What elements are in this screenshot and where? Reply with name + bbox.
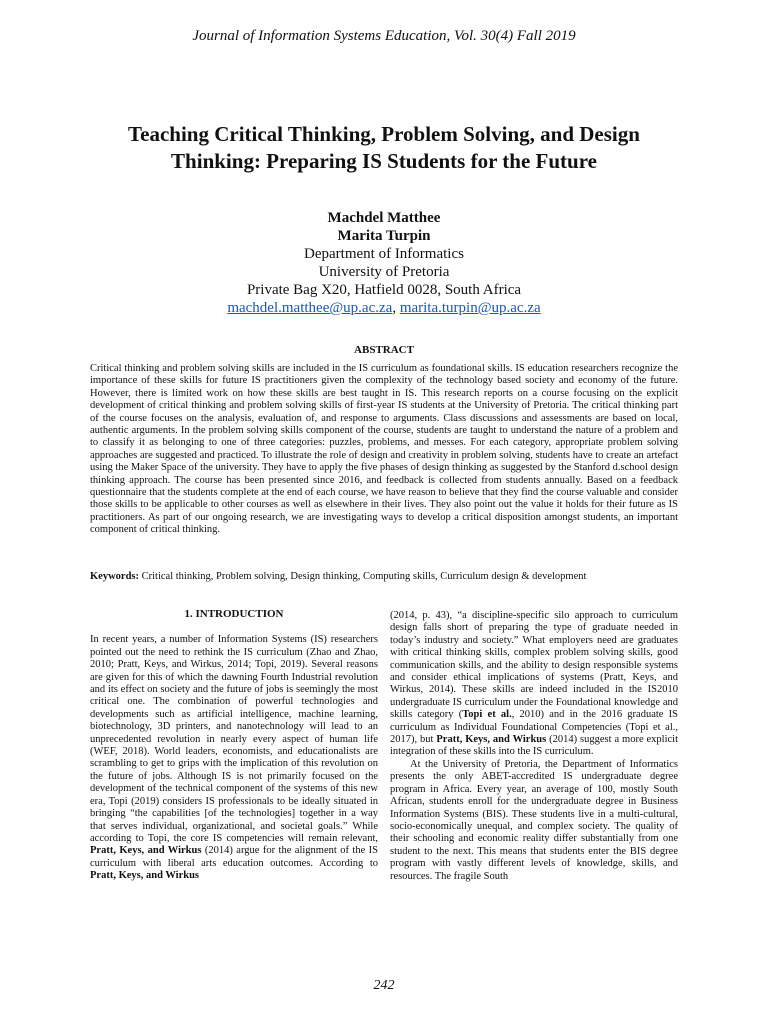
email-link[interactable]: machdel.matthee@up.ac.za [227, 300, 393, 316]
citation-bold: Pratt, Keys, and Wirkus [90, 845, 202, 857]
text-run: , 2010) and in the 2016 graduate IS curriculum as Individual Foundational Competencies (Topi et al., 2017), but [390, 709, 678, 746]
section-heading: 1. INTRODUCTION [184, 608, 284, 620]
author-department: Department of Informatics [304, 246, 464, 262]
text-run: (2014) argue for the alignment of the IS curriculum with liberal arts education outcomes. According to [90, 845, 379, 869]
journal-header: Journal of Information Systems Education, Vol. 30(4) Fall 2019 [192, 28, 576, 44]
author-emails [0, 299, 768, 317]
paragraph [90, 634, 378, 882]
author-name: Marita Turpin [337, 228, 431, 244]
paper-title-line-1: Teaching Critical Thinking, Problem Solving, and Design [128, 122, 640, 146]
column-left [90, 608, 378, 883]
email-link[interactable]: marita.turpin@up.ac.za [399, 300, 541, 316]
paragraph: At the University of Pretoria, the Department of Informatics presents the only ABET-accredited IS undergraduate degree program in Africa. Every year, an average of 100, mostly South African, students enroll for the undergraduate degree in Business Information Systems (BIS). These students live in a multi-cultural, socio-economically unequal, and complex society. The quality of their schooling and economic reality differ substantially from one student to the next. This means that students enter the BIS degree program with vastly different levels of knowledge, skills, and resources. The fragile South [390, 758, 678, 882]
abstract-heading: ABSTRACT [354, 344, 414, 356]
keywords-text: Critical thinking, Problem solving, Design thinking, Computing skills, Curriculum design & development [139, 571, 587, 582]
column-right [390, 610, 678, 883]
citation-bold: Pratt, Keys, and Wirkus [436, 734, 547, 746]
text-run: In recent years, a number of Information Systems (IS) researchers pointed out the need to rethink the IS curriculum (Zhao and Zhao, 2010; Pratt, Keys, and Wirkus, 2014; Topi, 2019). Several reasons are given for this of which the dawning Fourth Industrial revolution and its effect on society and the future of jobs is seemingly the most critical one. The combination of powerful technologies and developments such as artificial intelligence, machine learning, biotechnology, 3D printers, and nanotechnology will lead to an unprecedented revolution in nearly every aspect of human life (WEF, 2018). World leaders, economists, and educationalists are scrambling to get to grips with the implication of this revolution on the future of jobs. Although IS is not primarily focused on the development of the technical component of the systems of this new era, Topi (2019) considers IS professionals to be ideally situated in bringing “the capabilities [of the technologies] together in a way that serves individual, organizational, and societal goals.” While according to Topi, the core IS competencies will remain relevant, [90, 634, 378, 844]
keywords [90, 570, 678, 583]
citation-bold: Pratt, Keys, and Wirkus [90, 870, 199, 882]
abstract-text: Critical thinking and problem solving skills are included in the IS curriculum as foundational skills. IS education researchers recognize the importance of these skills for future IS practitioners given the complexity of the technology based society and economy of the future. However, there is limited work on how these skills are best taught in IS. This research reports on a course focusing on the explicit development of critical thinking and problem solving skills of first-year IS students at the University of Pretoria. The critical thinking part of the course focuses on the analysis, evaluation of, and response to arguments. Class discussions and assessments are based on local, authentic arguments. In the problem solving skills component of the course, students are taught to understand the nature of a problem and to classify it as belonging to one of three categories: puzzles, problems, and messes. For each category, appropriate problem solving approaches are suggested and practiced. To illustrate the role of design and creativity in problem solving, students have to create an artefact using the Maker Space of the university. They have to apply the five phases of design thinking as suggested by the Stanford d.school design thinking approach. The course has been presented since 2016, and feedback is collected from students annually. Based on a feedback questionnaire that the students complete at the end of each course, we have reason to believe that they find the course valuable and consider those skills to be applicable to other courses as well as elsewhere in their lives. They also point out the value it holds for their future as IS practitioners. As part of our ongoing research, we are investigating ways to develop a critical disposition amongst students, an important component of critical thinking. [90, 363, 678, 536]
email-separator: , [392, 300, 400, 316]
text-run: (2014, p. 43), “a discipline-specific silo approach to curriculum design falls short of preparing the type of graduate needed in today’s industry and society.” What employers need are graduates with critical thinking skills, complex problem solving skills, good communication skills, and the ability to design responsible systems and consider ethical implications of systems (Pratt, Keys, and Wirkus, 2014). These skills are indeed included in the IS2010 undergraduate IS curriculum under the Foundational knowledge and skills category ( [390, 610, 678, 721]
paragraph [390, 610, 678, 759]
author-address: Private Bag X20, Hatfield 0028, South Africa [246, 282, 522, 298]
paper-title-line-2: Thinking: Preparing IS Students for the Future [171, 149, 597, 173]
page-number: 242 [373, 978, 395, 993]
citation-bold: Topi et al. [462, 709, 512, 721]
author-university: University of Pretoria [318, 264, 450, 280]
paper-title [60, 121, 708, 175]
keywords-label: Keywords: [90, 571, 139, 582]
author-block [0, 209, 768, 317]
text-run: (2014) suggest a more explicit integration of these skills into the IS curriculum. [390, 734, 679, 758]
author-name: Machdel Matthee [327, 210, 441, 226]
